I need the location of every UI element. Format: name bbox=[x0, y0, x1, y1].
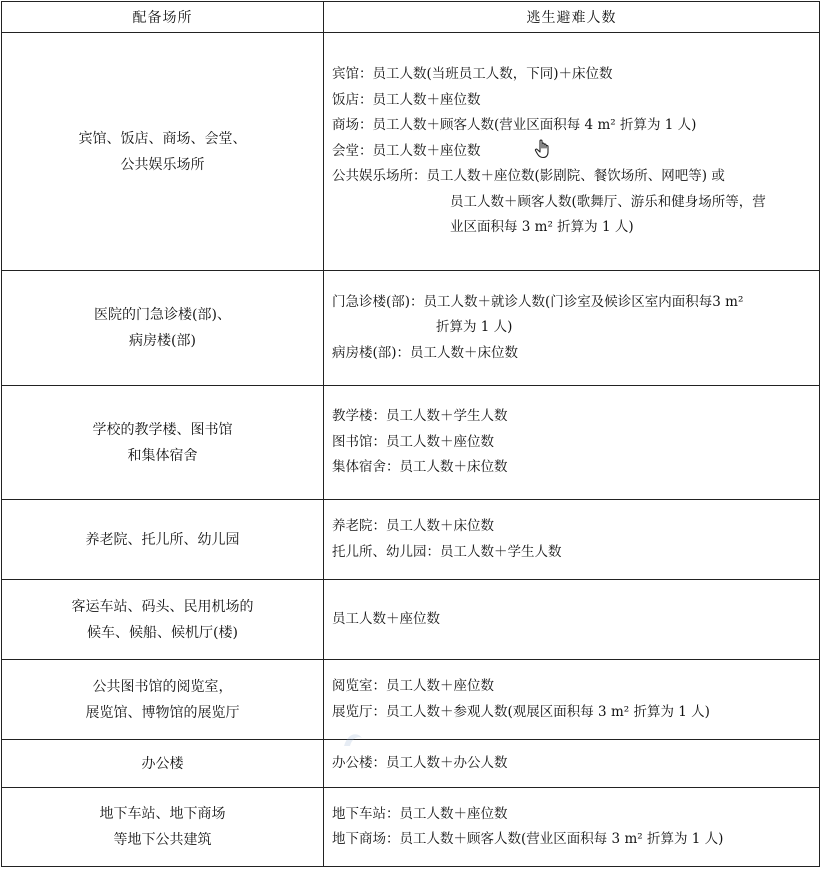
count-line: 饭店：员工人数＋座位数 bbox=[332, 91, 481, 108]
place-line: 候车、候船、候机厅(楼) bbox=[87, 624, 238, 641]
place-line: 办公楼 bbox=[141, 755, 184, 772]
table-row bbox=[2, 271, 820, 386]
count-line: 公共娱乐场所：员工人数＋座位数(影剧院、餐饮场所、网吧等) 或 bbox=[332, 168, 725, 185]
table-row bbox=[2, 788, 820, 867]
count-line: 地下车站：员工人数＋座位数 bbox=[332, 805, 508, 822]
count-line: 养老院：员工人数＋床位数 bbox=[332, 518, 494, 534]
header-place: 配备场所 bbox=[2, 2, 324, 33]
table-row bbox=[2, 500, 820, 580]
count-line: 办公楼：员工人数＋办公人数 bbox=[332, 754, 508, 771]
count-cell bbox=[324, 500, 820, 580]
place-cell bbox=[2, 33, 324, 271]
count-line: 会堂：员工人数＋座位数 bbox=[332, 142, 481, 159]
place-line: 宾馆、饭店、商场、会堂、 bbox=[78, 130, 247, 147]
place-line: 地下车站、地下商场 bbox=[99, 806, 226, 822]
count-cell bbox=[324, 580, 820, 660]
watermark-icon bbox=[340, 730, 366, 750]
place-line: 学校的教学楼、图书馆 bbox=[92, 421, 233, 438]
count-cell bbox=[324, 386, 820, 500]
table-row bbox=[2, 580, 820, 660]
header-count: 逃生避难人数 bbox=[324, 2, 820, 33]
place-cell bbox=[2, 500, 324, 580]
count-cell bbox=[324, 740, 820, 788]
place-line: 公共图书馆的阅览室， bbox=[92, 678, 233, 695]
place-cell bbox=[2, 788, 324, 867]
count-line: 阅览室：员工人数＋座位数 bbox=[332, 678, 494, 694]
count-cell bbox=[324, 271, 820, 386]
count-line: 商场：员工人数＋顾客人数(营业区面积每 4 m² 折算为 1 人) bbox=[332, 117, 697, 134]
place-cell bbox=[2, 271, 324, 386]
place-cell bbox=[2, 740, 324, 788]
count-line: 员工人数＋顾客人数(歌舞厅、游乐和健身场所等，营 bbox=[450, 193, 766, 210]
table-row bbox=[2, 740, 820, 788]
place-line: 展览馆、博物馆的展览厅 bbox=[85, 704, 240, 721]
place-line: 病房楼(部) bbox=[129, 333, 196, 349]
table-header-row bbox=[2, 2, 820, 33]
place-line: 公共娱乐场所 bbox=[120, 156, 205, 173]
count-cell bbox=[324, 33, 820, 271]
count-line: 病房楼(部)：员工人数＋床位数 bbox=[332, 344, 519, 361]
count-line: 宾馆：员工人数(当班员工人数，下同)＋床位数 bbox=[332, 66, 613, 83]
evacuation-table bbox=[1, 1, 820, 867]
count-cell bbox=[324, 788, 820, 867]
place-line: 等地下公共建筑 bbox=[113, 832, 212, 848]
place-line: 和集体宿舍 bbox=[127, 447, 198, 464]
table-row bbox=[2, 33, 820, 271]
table-row bbox=[2, 386, 820, 500]
place-line: 医院的门急诊楼(部)、 bbox=[94, 307, 231, 323]
count-line: 业区面积每 3 m² 折算为 1 人) bbox=[450, 219, 634, 236]
table-row bbox=[2, 660, 820, 740]
count-line: 门急诊楼(部)：员工人数＋就诊人数(门诊室及候诊区室内面积每3 m² bbox=[332, 293, 744, 310]
count-line: 折算为 1 人) bbox=[436, 319, 513, 336]
count-line: 员工人数＋座位数 bbox=[332, 610, 440, 627]
count-cell bbox=[324, 660, 820, 740]
count-line: 托儿所、幼儿园：员工人数＋学生人数 bbox=[332, 543, 562, 560]
place-cell bbox=[2, 580, 324, 660]
count-line: 展览厅：员工人数＋参观人数(观展区面积每 3 m² 折算为 1 人) bbox=[332, 703, 710, 720]
place-line: 客运车站、码头、民用机场的 bbox=[71, 598, 254, 615]
count-line: 图书馆：员工人数＋座位数 bbox=[332, 433, 494, 450]
hand-pointer-icon bbox=[534, 139, 552, 159]
count-line: 地下商场：员工人数＋顾客人数(营业区面积每 3 m² 折算为 1 人) bbox=[332, 831, 724, 847]
place-line: 养老院、托儿所、幼儿园 bbox=[85, 531, 240, 548]
count-line: 集体宿舍：员工人数＋床位数 bbox=[332, 459, 508, 476]
place-cell bbox=[2, 660, 324, 740]
count-line: 教学楼：员工人数＋学生人数 bbox=[332, 408, 508, 425]
place-cell bbox=[2, 386, 324, 500]
